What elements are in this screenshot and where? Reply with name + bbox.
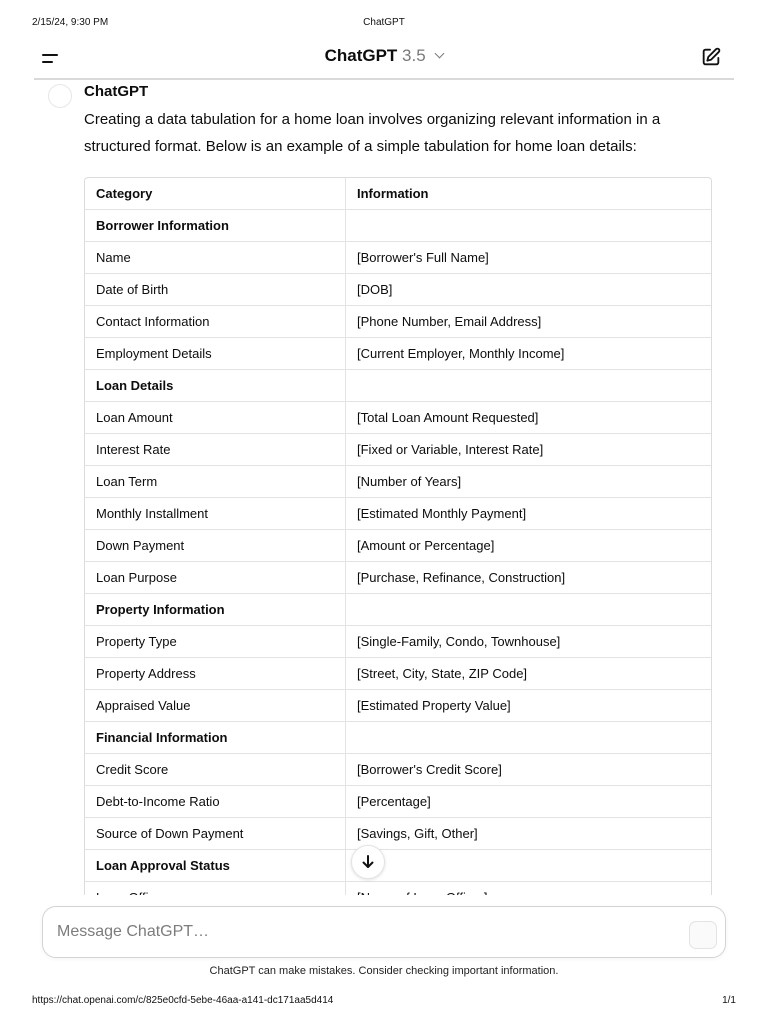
print-title: ChatGPT: [363, 17, 405, 28]
table-row: [85, 786, 711, 818]
message-sender: ChatGPT: [84, 83, 149, 100]
information-cell: [Borrower's Full Name]: [346, 242, 712, 274]
category-cell: Credit Score: [85, 754, 346, 786]
message-intro: Creating a data tabulation for a home loan involves organizing relevant information in a structured format. Below is an example of a simple tabulation for home loan details:: [84, 111, 661, 155]
edit-icon: [700, 46, 722, 68]
information-cell: [346, 850, 712, 882]
table-row: [85, 402, 711, 434]
category-cell: Down Payment: [85, 530, 346, 562]
table-row: [85, 690, 711, 722]
table-row: [85, 338, 711, 370]
table-row: [85, 562, 711, 594]
category-cell: Employment Details: [85, 338, 346, 370]
table-section-row: [85, 722, 711, 754]
loan-table-container: [84, 177, 712, 896]
category-cell: Property Type: [85, 626, 346, 658]
section-title-cell: Financial Information: [85, 722, 346, 754]
information-cell: [Total Loan Amount Requested]: [346, 402, 712, 434]
category-cell: Date of Birth: [85, 274, 346, 306]
table-row: [85, 434, 711, 466]
table-section-row: [85, 594, 711, 626]
category-cell: Loan Term: [85, 466, 346, 498]
print-page-number: 1/1: [722, 995, 736, 1006]
table-row: [85, 658, 711, 690]
send-button[interactable]: [689, 921, 717, 949]
loan-table: [85, 178, 711, 914]
section-title-cell: Loan Details: [85, 370, 346, 402]
table-row: [85, 530, 711, 562]
category-cell: Source of Down Payment: [85, 818, 346, 850]
table-row: [85, 274, 711, 306]
print-header: [0, 17, 768, 33]
table-row: [85, 626, 711, 658]
category-cell: Property Address: [85, 658, 346, 690]
section-title-cell: Loan Approval Status: [85, 850, 346, 882]
header-information: Information: [346, 178, 712, 210]
table-section-row: [85, 210, 711, 242]
model-selector[interactable]: [34, 46, 734, 66]
category-cell: Name: [85, 242, 346, 274]
information-cell: [Number of Years]: [346, 466, 712, 498]
table-section-row: [85, 370, 711, 402]
category-cell: Loan Purpose: [85, 562, 346, 594]
category-cell: Interest Rate: [85, 434, 346, 466]
model-name: ChatGPT: [324, 46, 398, 65]
message-input[interactable]: [55, 919, 659, 945]
information-cell: [DOB]: [346, 274, 712, 306]
information-cell: [Estimated Property Value]: [346, 690, 712, 722]
section-title-cell: Property Information: [85, 594, 346, 626]
information-cell: [Single-Family, Condo, Townhouse]: [346, 626, 712, 658]
table-row: [85, 242, 711, 274]
category-cell: Loan Amount: [85, 402, 346, 434]
header-category: Category: [85, 178, 346, 210]
table-row: [85, 306, 711, 338]
table-row: [85, 498, 711, 530]
print-date: 2/15/24, 9:30 PM: [32, 17, 109, 28]
table-row: [85, 818, 711, 850]
information-cell: [346, 370, 712, 402]
assistant-avatar: [48, 84, 72, 108]
information-cell: [Fixed or Variable, Interest Rate]: [346, 434, 712, 466]
model-version: 3.5: [402, 46, 426, 65]
information-cell: [Borrower's Credit Score]: [346, 754, 712, 786]
category-cell: Contact Information: [85, 306, 346, 338]
scroll-down-button[interactable]: [351, 845, 385, 879]
top-bar: [34, 40, 734, 80]
information-cell: [Street, City, State, ZIP Code]: [346, 658, 712, 690]
information-cell: [Current Employer, Monthly Income]: [346, 338, 712, 370]
table-section-row: [85, 850, 711, 882]
table-body: [85, 210, 711, 914]
category-cell: Monthly Installment: [85, 498, 346, 530]
category-cell: Debt-to-Income Ratio: [85, 786, 346, 818]
table-row: [85, 754, 711, 786]
information-cell: [Estimated Monthly Payment]: [346, 498, 712, 530]
new-chat-button[interactable]: [700, 46, 722, 68]
information-cell: [Purchase, Refinance, Construction]: [346, 562, 712, 594]
information-cell: [346, 210, 712, 242]
information-cell: [Phone Number, Email Address]: [346, 306, 712, 338]
information-cell: [Savings, Gift, Other]: [346, 818, 712, 850]
print-url: https://chat.openai.com/c/825e0cfd-5ebe-46aa-a141-dc171aa5d414: [32, 995, 334, 1006]
category-cell: Appraised Value: [85, 690, 346, 722]
section-title-cell: Borrower Information: [85, 210, 346, 242]
arrow-down-icon: [360, 854, 376, 870]
message-composer: [42, 906, 726, 958]
disclaimer: ChatGPT can make mistakes. Consider checking important information.: [209, 965, 559, 977]
chevron-down-icon: [435, 49, 445, 59]
information-cell: [346, 722, 712, 754]
information-cell: [Amount or Percentage]: [346, 530, 712, 562]
table-header-row: [85, 178, 711, 210]
information-cell: [346, 594, 712, 626]
information-cell: [Percentage]: [346, 786, 712, 818]
table-row: [85, 466, 711, 498]
